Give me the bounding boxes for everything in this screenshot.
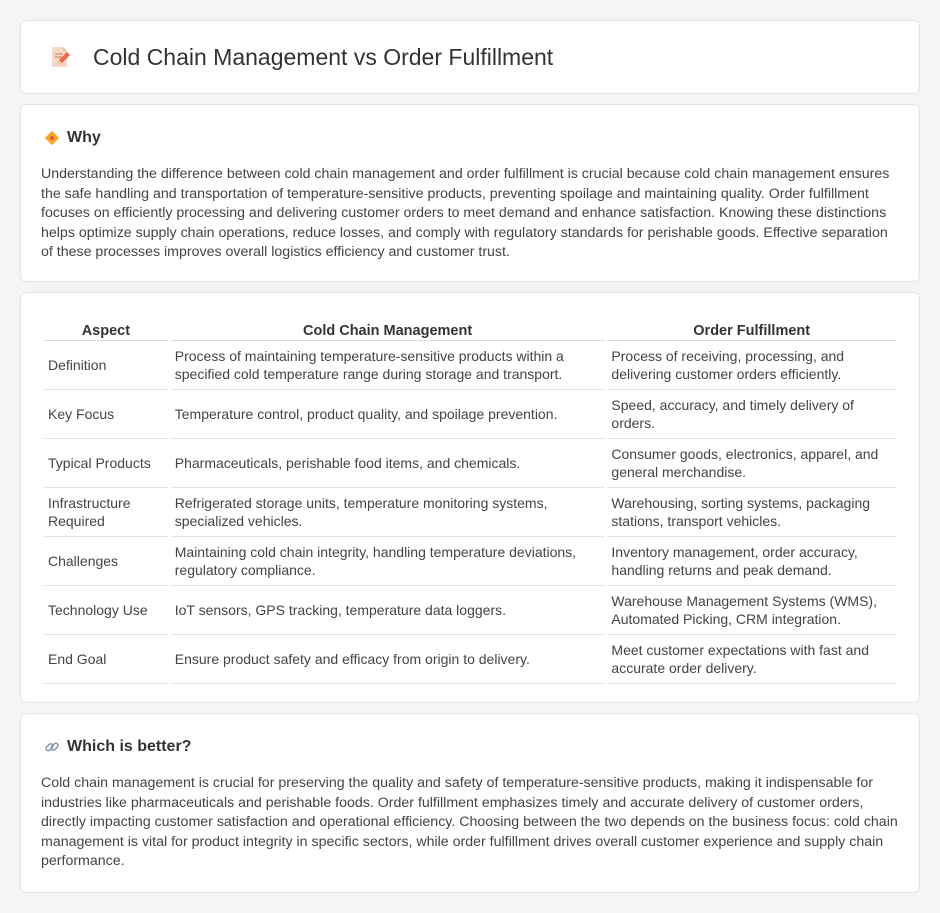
which-is-better-heading: Which is better? [67,738,192,755]
document-pencil-icon [47,44,73,70]
aspect-cell: Definition [44,341,168,390]
which-is-better-text: Cold chain management is crucial for preserving the quality and safety of temperature-sensitive products, making it indispensable for industries like pharmaceuticals and perishable foods. Order fulfillment emphasizes timely and accurate delivery of customer orders, directly impacting customer satisfaction and operational efficiency. Choosing between the two depends on the business focus: cold chain management is vital for product integrity in specific sectors, while order fulfillment drives overall customer experience and supply chain performance. [41,775,898,870]
table-row [44,390,896,439]
table-header-row [44,317,896,341]
header-aspect: Aspect [44,317,168,341]
table-row [44,586,896,635]
aspect-cell: Technology Use [44,586,168,635]
cold-chain-cell: IoT sensors, GPS tracking, temperature data loggers. [171,586,605,635]
cold-chain-cell: Process of maintaining temperature-sensitive products within a specified cold temperature range during storage and transport. [171,341,605,390]
order-fulfillment-cell: Consumer goods, electronics, apparel, and general merchandise. [607,439,896,488]
header-order-fulfillment: Order Fulfillment [607,317,896,341]
aspect-cell: Key Focus [44,390,168,439]
cold-chain-cell: Ensure product safety and efficacy from origin to delivery. [171,635,605,684]
why-heading: Why [67,129,101,146]
table-row [44,341,896,390]
table-row [44,488,896,537]
why-section [20,104,920,282]
table-row [44,635,896,684]
header-cold-chain: Cold Chain Management [171,317,605,341]
aspect-cell: Challenges [44,537,168,586]
aspect-cell: End Goal [44,635,168,684]
link-icon [43,738,61,756]
page-title: Cold Chain Management vs Order Fulfillment [93,43,554,70]
order-fulfillment-cell: Speed, accuracy, and timely delivery of orders. [607,390,896,439]
comparison-card [20,292,920,703]
diamond-sign-icon [43,129,61,147]
which-is-better-section [20,713,920,893]
order-fulfillment-cell: Process of receiving, processing, and delivering customer orders efficiently. [607,341,896,390]
title-card [20,20,920,94]
order-fulfillment-cell: Meet customer expectations with fast and accurate order delivery. [607,635,896,684]
table-row [44,439,896,488]
cold-chain-cell: Refrigerated storage units, temperature monitoring systems, specialized vehicles. [171,488,605,537]
comparison-table [41,317,899,684]
cold-chain-cell: Temperature control, product quality, and spoilage prevention. [171,390,605,439]
order-fulfillment-cell: Warehouse Management Systems (WMS), Automated Picking, CRM integration. [607,586,896,635]
aspect-cell: Infrastructure Required [44,488,168,537]
cold-chain-cell: Pharmaceuticals, perishable food items, and chemicals. [171,439,605,488]
aspect-cell: Typical Products [44,439,168,488]
order-fulfillment-cell: Warehousing, sorting systems, packaging stations, transport vehicles. [607,488,896,537]
why-text: Understanding the difference between cold chain management and order fulfillment is crucial because cold chain management ensures the safe handling and transportation of temperature-sensitive products, preventing spoilage and maintaining quality. Order fulfillment focuses on efficiently processing and delivering customer orders to meet demand and enhance satisfaction. Knowing these distinctions helps optimize supply chain operations, reduce losses, and comply with regulatory standards for perishable goods. Effective separation of these processes improves overall logistics efficiency and customer trust. [41,166,890,261]
cold-chain-cell: Maintaining cold chain integrity, handling temperature deviations, regulatory compliance. [171,537,605,586]
table-row [44,537,896,586]
order-fulfillment-cell: Inventory management, order accuracy, handling returns and peak demand. [607,537,896,586]
